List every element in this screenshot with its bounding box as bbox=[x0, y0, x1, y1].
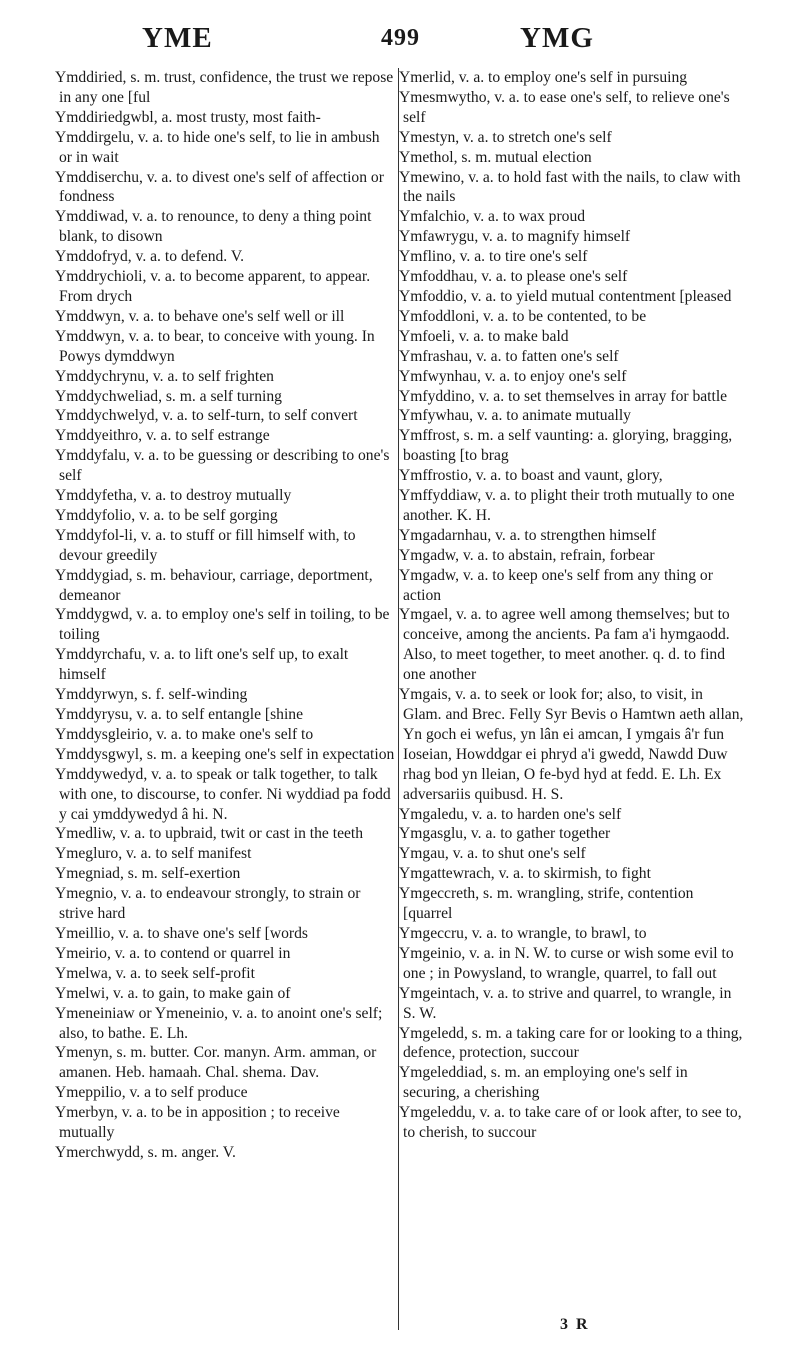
page-header bbox=[0, 18, 801, 68]
dictionary-entry: Ymfrashau, v. a. to fatten one's self bbox=[399, 347, 619, 365]
dictionary-entry: Ymfalchio, v. a. to wax proud bbox=[399, 208, 586, 226]
dictionary-entry: Ymddwyn, v. a. to bear, to conceive with young. In Powys dymddwyn bbox=[55, 327, 375, 365]
dictionary-entry: Ymffyddiaw, v. a. to plight their troth mutually to one another. K. H. bbox=[399, 487, 735, 524]
dictionary-entry: Ymgau, v. a. to shut one's self bbox=[399, 845, 586, 863]
dictionary-entry: Ymelwi, v. a. to gain, to make gain of bbox=[55, 984, 291, 1002]
dictionary-entry: Ymddyeithro, v. a. to self estrange bbox=[55, 427, 270, 445]
dictionary-entry: Ymddywedyd, v. a. to speak or talk together, to talk with one, to discourse, to confer. Ni wyddiad pa fodd y cai ymddywedyd â hi. N. bbox=[55, 765, 391, 823]
dictionary-entry: Ymddiried, s. m. trust, confidence, the trust we repose in any one [ful bbox=[55, 69, 394, 106]
header-right-guideword: YMG bbox=[520, 22, 594, 54]
dictionary-entry: Ymddyfolio, v. a. to be self gorging bbox=[55, 506, 278, 524]
dictionary-entry: Ymddofryd, v. a. to defend. V. bbox=[55, 248, 244, 266]
dictionary-entry: Ymfawrygu, v. a. to magnify himself bbox=[399, 228, 631, 246]
dictionary-entry: Ymffrost, s. m. a self vaunting: a. glorying, bragging, boasting [to brag bbox=[399, 427, 733, 465]
dictionary-entry: Ymeneiniaw or Ymeneinio, v. a. to anoint one's self; also, to bathe. E. Lh. bbox=[55, 1004, 383, 1042]
dictionary-entry: Ymgeleddu, v. a. to take care of or look after, to see to, to cherish, to succour bbox=[399, 1104, 742, 1142]
dictionary-entry: Ymfoddio, v. a. to yield mutual contentment [pleased bbox=[399, 287, 732, 305]
dictionary-entry: Ymegniad, s. m. self-exertion bbox=[55, 865, 241, 883]
dictionary-entry: Ymddygiad, s. m. behaviour, carriage, deportment, demeanor bbox=[55, 566, 373, 604]
dictionary-entry: Ymflino, v. a. to tire one's self bbox=[399, 248, 588, 266]
dictionary-entry: Ymddychrynu, v. a. to self frighten bbox=[55, 367, 274, 385]
page-number: 499 bbox=[381, 25, 420, 51]
dictionary-entry: Ymddyrysu, v. a. to self entangle [shine bbox=[55, 706, 303, 723]
dictionary-entry: Ymgeccru, v. a. to wrangle, to brawl, to bbox=[399, 924, 647, 942]
dictionary-entry: Ymddrychioli, v. a. to become apparent, to appear. From drych bbox=[55, 268, 371, 305]
dictionary-entry: Ymddychweliad, s. m. a self turning bbox=[55, 387, 282, 405]
dictionary-entry: Ymgaledu, v. a. to harden one's self bbox=[399, 805, 622, 823]
dictionary-entry: Ymddysgleirio, v. a. to make one's self to bbox=[55, 725, 314, 743]
dictionary-entry: Ymgeleddiad, s. m. an employing one's self in securing, a cherishing bbox=[399, 1064, 688, 1102]
dictionary-entry: Ymgeintach, v. a. to strive and quarrel, to wrangle, in S. W. bbox=[399, 984, 732, 1022]
dictionary-entry: Ymffrostio, v. a. to boast and vaunt, glory, bbox=[399, 467, 663, 485]
dictionary-entry: Ymddysgwyl, s. m. a keeping one's self in expectation bbox=[55, 745, 395, 763]
dictionary-entry: Ymddiriedgwbl, a. most trusty, most faith- bbox=[55, 108, 321, 126]
dictionary-entry: Ymddyfalu, v. a. to be guessing or describing to one's self bbox=[55, 447, 390, 485]
dictionary-entry: Ymfoddloni, v. a. to be contented, to be bbox=[399, 307, 647, 325]
dictionary-entry: Ymerchwydd, s. m. anger. V. bbox=[55, 1143, 236, 1161]
dictionary-entry: Ymeppilio, v. a to self produce bbox=[55, 1084, 248, 1102]
dictionary-entry: Ymgadw, v. a. to abstain, refrain, forbear bbox=[399, 546, 655, 564]
dictionary-entry: Ymgadw, v. a. to keep one's self from any thing or action bbox=[399, 566, 713, 604]
dictionary-entry: Ymddwyn, v. a. to behave one's self well or ill bbox=[55, 307, 345, 325]
dictionary-entry: Ymegluro, v. a. to self manifest bbox=[55, 845, 252, 863]
dictionary-entry: Ymfyddino, v. a. to set themselves in array for battle bbox=[399, 387, 728, 405]
dictionary-entry: Ymddygwd, v. a. to employ one's self in toiling, to be toiling bbox=[55, 606, 390, 644]
dictionary-entry: Ymddyfetha, v. a. to destroy mutually bbox=[55, 487, 292, 505]
dictionary-entry: Ymddirgelu, v. a. to hide one's self, to lie in ambush or in wait bbox=[55, 128, 380, 166]
dictionary-entry: Ymestyn, v. a. to stretch one's self bbox=[399, 128, 612, 146]
dictionary-entry: Ymgais, v. a. to seek or look for; also, to visit, in Glam. and Brec. Felly Syr Bevis o Hamtwn aeth allan, Yn goch ei wefus, yn lân ei amcan, I ymgais â'r fun Ioseian, Howddgar ei phryd a'i gwedd, Nawdd Duw rhag bod yn lleian, O fe-byd hyd at fedd. E. Lh. Ex adversariis quibusd. H. S. bbox=[399, 686, 744, 803]
dictionary-entry: Ymegnio, v. a. to endeavour strongly, to strain or strive hard bbox=[55, 885, 361, 923]
dictionary-entry: Ymfoddhau, v. a. to please one's self bbox=[399, 268, 628, 286]
right-column bbox=[398, 68, 744, 1330]
dictionary-entry: Ymgasglu, v. a. to gather together bbox=[399, 825, 611, 843]
dictionary-entry: Ymelwa, v. a. to seek self-profit bbox=[55, 964, 255, 982]
dictionary-entry: Ymfwynhau, v. a. to enjoy one's self bbox=[399, 367, 627, 385]
left-column bbox=[55, 68, 395, 1163]
dictionary-entry: Ymddiserchu, v. a. to divest one's self of affection or fondness bbox=[55, 168, 384, 206]
dictionary-entry: Ymgeledd, s. m. a taking care for or looking to a thing, defence, protection, succour bbox=[399, 1024, 743, 1062]
dictionary-entry: Ymesmwytho, v. a. to ease one's self, to relieve one's self bbox=[399, 88, 730, 126]
signature-mark: 3 R bbox=[560, 1316, 590, 1333]
dictionary-entry: Ymddyrchafu, v. a. to lift one's self up, to exalt himself bbox=[55, 646, 349, 684]
dictionary-entry: Ymerlid, v. a. to employ one's self in pursuing bbox=[399, 69, 688, 86]
dictionary-entry: Ymddyfol-li, v. a. to stuff or fill himself with, to devour greedily bbox=[55, 526, 356, 564]
dictionary-entry: Ymgeinio, v. a. in N. W. to curse or wish some evil to one ; in Powysland, to wrangle, quarrel, to fall out bbox=[399, 944, 734, 982]
dictionary-entry: Ymfywhau, v. a. to animate mutually bbox=[399, 407, 631, 425]
dictionary-entry: Ymgattewrach, v. a. to skirmish, to fight bbox=[399, 865, 651, 883]
dictionary-entry: Ymenyn, s. m. butter. Cor. manyn. Arm. amman, or amanen. Heb. hamaah. Chal. shema. Dav. bbox=[55, 1044, 377, 1082]
dictionary-entry: Ymddyrwyn, s. f. self-winding bbox=[55, 686, 248, 704]
dictionary-entry: Ymgadarnhau, v. a. to strengthen himself bbox=[399, 526, 657, 544]
dictionary-entry: Ymgeccreth, s. m. wrangling, strife, contention [quarrel bbox=[399, 885, 694, 923]
dictionary-entry: Ymgael, v. a. to agree well among themselves; but to conceive, among the ancients. Pa fam a'i hymgaodd. Also, to meet together, to meet another. q. d. to find one another bbox=[399, 606, 730, 684]
dictionary-entry: Ymeirio, v. a. to contend or quarrel in bbox=[55, 944, 291, 962]
dictionary-entry: Ymeillio, v. a. to shave one's self [words bbox=[55, 924, 308, 942]
dictionary-entry: Ymddychwelyd, v. a. to self-turn, to self convert bbox=[55, 407, 358, 425]
dictionary-entry: Ymedliw, v. a. to upbraid, twit or cast in the teeth bbox=[55, 825, 364, 843]
dictionary-entry: Ymfoeli, v. a. to make bald bbox=[399, 327, 569, 345]
dictionary-entry: Ymerbyn, v. a. to be in apposition ; to receive mutually bbox=[55, 1104, 340, 1142]
dictionary-entry: Ymewino, v. a. to hold fast with the nails, to claw with the nails bbox=[399, 168, 741, 206]
dictionary-entry: Ymddiwad, v. a. to renounce, to deny a thing point blank, to disown bbox=[55, 208, 372, 246]
dictionary-entry: Ymethol, s. m. mutual election bbox=[399, 148, 592, 166]
header-left-guideword: YME bbox=[142, 22, 213, 54]
